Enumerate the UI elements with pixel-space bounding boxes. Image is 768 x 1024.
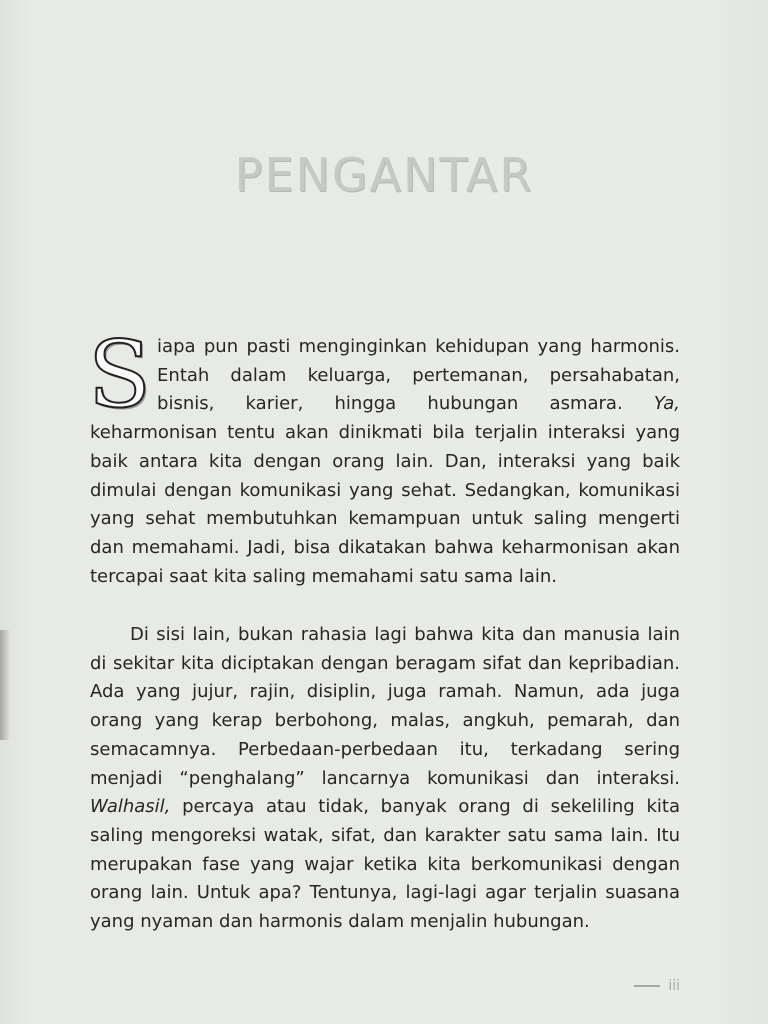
- paragraph-2-text-end: percaya atau tidak, banyak orang di sekeliling kita saling mengoreksi watak, sifat, dan karakter satu sama lain. Itu merupakan fase yang wajar ketika kita berkomunikasi dengan orang lain. Untuk apa? Tentunya, lagi-lagi agar terjalin suasana yang nyaman dan harmonis dalam menjalin hubungan.: [90, 796, 680, 933]
- paragraph-1-emphasis: Ya,: [653, 393, 680, 415]
- page-number: [634, 978, 680, 994]
- paragraph-2-emphasis: Walhasil,: [90, 796, 171, 818]
- paragraph-2: [90, 621, 680, 937]
- binding-shadow: [0, 630, 10, 740]
- paragraph-1: [88, 321, 680, 591]
- paragraph-2-text-start: Di sisi lain, bukan rahasia lagi bahwa kita dan manusia lain di sekitar kita diciptakan dengan beragam sifat dan kepribadian. Ada yang jujur, rajin, disiplin, juga ramah. Namun, ada juga orang yang kerap berbohong, malas, angkuh, pemarah, dan semacamnya. Perbedaan-perbedaan itu, terkadang sering menjadi “penghalang” lancarnya komunikasi dan interaksi.: [90, 624, 680, 789]
- page-number-label: iii: [668, 978, 680, 994]
- page-number-dash: [634, 985, 660, 987]
- page-title: PENGANTAR: [234, 148, 534, 202]
- paragraph-1-text-start: iapa pun pasti menginginkan kehidupan yang harmonis. Entah dalam keluarga, pertemanan, persahabatan, bisnis, karier, hingga hubungan asmara.: [157, 336, 680, 415]
- paragraph-1-text-end: keharmonisan tentu akan dinikmati bila terjalin interaksi yang baik antara kita dengan orang lain. Dan, interaksi yang baik dimulai dengan komunikasi yang sehat. Sedangkan, komunikasi yang sehat membutuhkan kemampuan untuk saling mengerti dan memahami. Jadi, bisa dikatakan bahwa keharmonisan akan tercapai saat kita saling memahami satu sama lain.: [90, 422, 680, 587]
- dropcap-letter: S: [88, 321, 152, 428]
